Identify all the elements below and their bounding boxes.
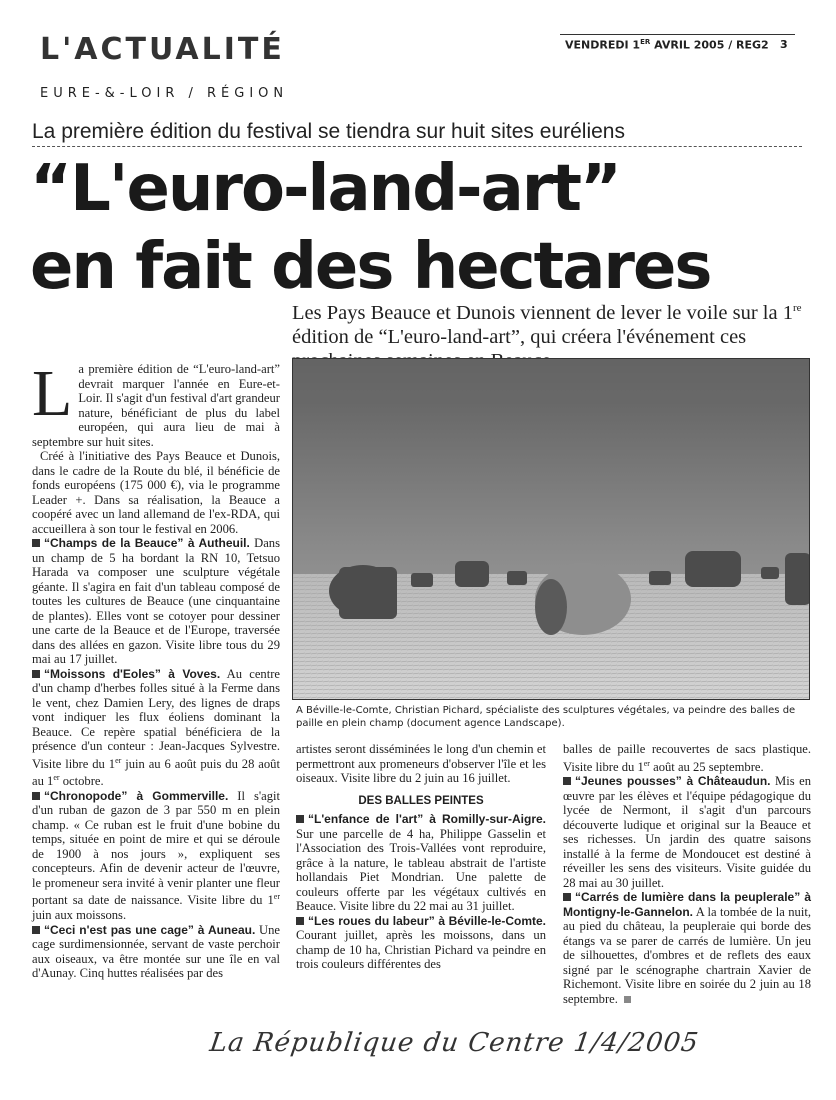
article-deck: Les Pays Beauce et Dunois viennent de lever le voile sur la 1re édition de “L'euro-land-art”, qui créera l'événement ces — [292, 301, 802, 348]
site-paragraph: “Champs de la Beauce” à Autheuil. Dans un champ de 5 ha bordant la RN 10, Tetsuo Harada va composer une sculpture végétale géante. Il s'agira en fait d'un tableau composé de toutes les cultures de Beauce (une cinquantaine de plantes). Elles vont se cotoyer pour dessiner une carte de la Beauce et de l'Europe, traversée dans des allées en gazon. Visite libre tous du 29 mai au 17 juillet. — [32, 536, 281, 666]
article-headline — [30, 150, 710, 306]
article-column-1 — [32, 357, 281, 981]
bullet-square-icon — [296, 917, 304, 925]
bullet-square-icon — [32, 926, 40, 934]
end-mark-icon — [624, 996, 631, 1003]
dateline-rule — [560, 34, 795, 35]
bullet-square-icon — [296, 815, 304, 823]
site-paragraph: “Moissons d'Eoles” à Voves. Au centre d'un champ d'herbes folles situé à la Ferme dans le vent, chez Damien Lery, des lignes de draps vont indiquer les flux éoliens dominant la Beauce. Ce repère spatial bénéficiera de la présence d'un conteur : Jean-Jacques Sylvestre. Visite libre du 1er juin au 6 août puis du 28 août au 1er octobre. — [32, 666, 280, 789]
section-subhead: DES BALLES PEINTES — [358, 794, 484, 807]
intro-paragraph: La première édition de “L'euro-land-art” devrait marquer l'année en Eure-et-Loir. Il s'agit d'un festival d'art grandeur nature, bénéficiant de plus du label européen, qui aura lieu de mai à septembre sur huit sites. — [32, 357, 280, 449]
site-paragraph-continued: balles de paille recouvertes de sacs plastique. Visite libre du 1er août au 25 septembre. — [563, 742, 811, 774]
site-paragraph: “L'enfance de l'art” à Romilly-sur-Aigre. Sur une parcelle de 4 ha, Philippe Gasselin et l'Association des Trois-Vallées vont reproduire, grâce à la nature, le tableau abstrait de l'artiste hollandais Piet Mondrian. Une palette de couleurs offerte par les végétaux cultivés en Beauce. Visite libre du 22 mai au 31 juillet. — [296, 812, 546, 913]
section-rubric: L'ACTUALITÉ — [40, 32, 285, 67]
handwritten-source-note: La République du Centre 1/4/2005 — [207, 1028, 701, 1058]
paragraph: Créé à l'initiative des Pays Beauce et Dunois, dans le cadre de la Route du blé, il bénéficie de fonds européens (175 000 €), via le programme Leader +. Dans sa réalisation, la Beauce a coopéré avec un land allemand de l'ex-RDA, qui accueillera à son tour le festival en 2006. — [32, 449, 280, 536]
bullet-square-icon — [563, 777, 571, 785]
article-column-2 — [296, 742, 546, 972]
region-label: EURE-&-LOIR / RÉGION — [40, 86, 289, 101]
site-paragraph: “Les roues du labeur” à Béville-le-Comte. Courant juillet, après les moissons, dans un champ de 10 ha, Christian Pichard va peindre en trois couleurs différentes des — [296, 913, 546, 971]
bullet-square-icon — [32, 539, 40, 547]
site-paragraph: “Jeunes pousses” à Châteaudun. Mis en œuvre par les élèves et l'équipe pédagogique du lycée de Nermont, il s'agit d'un parcours découverte ludique et original sur la Beauce et ses richesses. Un jardin des quatre saisons installé à la ferme de Mondoucet est destiné à réveiller les sens des visiteurs. Visite guidée du 28 mai au 30 juillet. — [563, 774, 811, 890]
bullet-square-icon — [32, 792, 40, 800]
article-column-3 — [563, 742, 811, 1006]
site-paragraph-continued: artistes seront disséminées le long d'un chemin et permettront aux promeneurs d'observer l'île et les oiseaux. Visite libre du 2 juin au 16 juillet. — [296, 742, 546, 785]
dateline: VENDREDI 1ER AVRIL 2005 / REG2 — [565, 38, 769, 52]
photo-caption: A Béville-le-Comte, Christian Pichard, spécialiste des sculptures végétales, va peindre des balles de paille en plein champ (document agence Landscape). — [296, 705, 796, 729]
site-paragraph: “Chronopode” à Gommerville. Il s'agit d'un ruban de gazon de 3 par 550 m en plein champ. « Ce ruban est le fruit d'une bobine du temps, située en point de mire et qui se déroule de 1900 à nos jours », expliquent ses concepteurs. Afin de devenir acteur de l'œuvre, le promeneur sera invité à venir planter une fleur portant sa date de naissance. Visite libre du 1er juin aux moissons. — [32, 788, 280, 923]
bullet-square-icon — [32, 670, 40, 678]
drop-cap: L — [32, 357, 73, 430]
bullet-square-icon — [563, 893, 571, 901]
page-number: 3 — [780, 38, 788, 51]
headline-line-2: en fait des hectares — [30, 230, 711, 304]
hay-bales-field-image — [293, 359, 810, 700]
article-kicker: La première édition du festival se tiendra sur huit sites euréliens — [32, 120, 802, 147]
headline-line-1: “L'euro-land-art” — [30, 152, 620, 226]
site-paragraph: “Ceci n'est pas une cage” à Auneau. Une cage surdimensionnée, servant de vaste perchoir aux oiseaux, va être montée sur une île en val d'Aunay. Cinq huttes réalisées par des — [32, 922, 280, 981]
site-paragraph: “Carrés de lumière dans la peuplerale” à Montigny-le-Gannelon. A la tombée de la nuit, au pied du château, la peupleraie qui borde des étangs va se parer de carrés de lumière. Un jeu de silhouettes, d'ombres et de reflets des eaux signé par le scénographe chartrain Xavier de Richemont. Visite libre en soirée du 2 juin au 18 septembre. — [563, 890, 811, 1006]
article-photo — [292, 358, 810, 700]
